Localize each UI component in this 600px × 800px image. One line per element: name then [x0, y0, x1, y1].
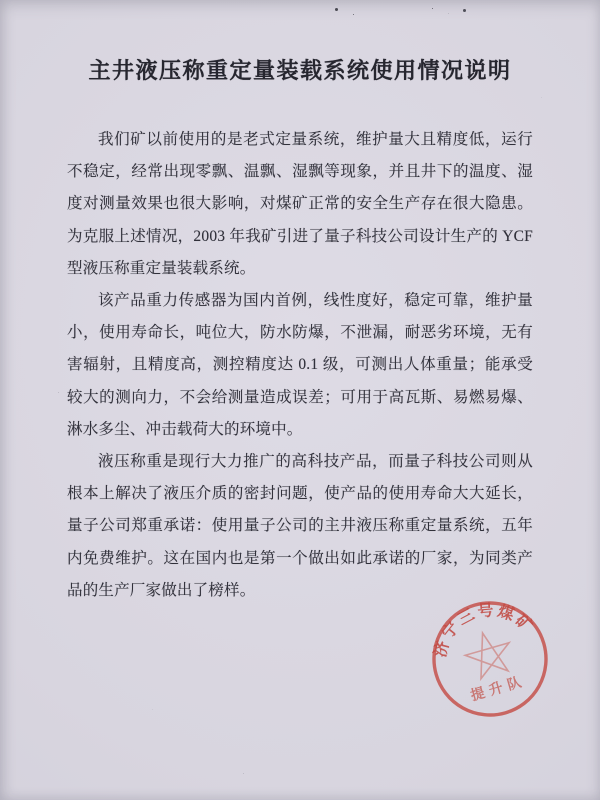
stamp-bottom-text: 提升队	[469, 674, 529, 705]
paper-specks	[0, 0, 3, 3]
paragraph-old-system: 我们矿以前使用的是老式定量系统，维护量大且精度低，运行不稳定，经常出现零飘、温飘、湿飘等现象，并且井下的温度、湿度对测量效果也很大影响，对煤矿正常的安全生产存在很大隐患。为克服上述情况，2003 年我矿引进了量子科技公司设计生产的 YCF 型液压称重定量装载系统。	[67, 131, 533, 277]
paragraph-product-features: 该产品重力传感器为国内首例，线性度好，稳定可靠，维护量小，使用寿命长，吨位大，防水防爆，不泄漏，耐恶劣环境，无有害辐射，且精度高，测控精度达 0.1 级，可测出人体重量；能承受较大的测向力，不会给测量造成误差；可用于高瓦斯、易燃易爆、淋水多尘、冲击载荷大的环境中。	[67, 292, 533, 438]
document-body	[67, 124, 533, 607]
paragraph-warranty-promise: 液压称重是现行大力推广的高科技产品，而量子科技公司则从根本上解决了液压介质的密封问题，使产品的使用寿命大大延长，量子公司郑重承诺：使用量子公司的主井液压称重定量系统，五年内免费维护。这在国内也是第一个做出如此承诺的厂家，为同类产品的生产厂家做出了榜样。	[67, 453, 533, 599]
official-seal-stamp	[415, 584, 565, 734]
star-icon	[461, 627, 517, 681]
document-title: 主井液压称重定量装载系统使用情况说明	[88, 58, 512, 83]
stamp-arc-text: 济宁三号煤矿	[432, 602, 537, 660]
